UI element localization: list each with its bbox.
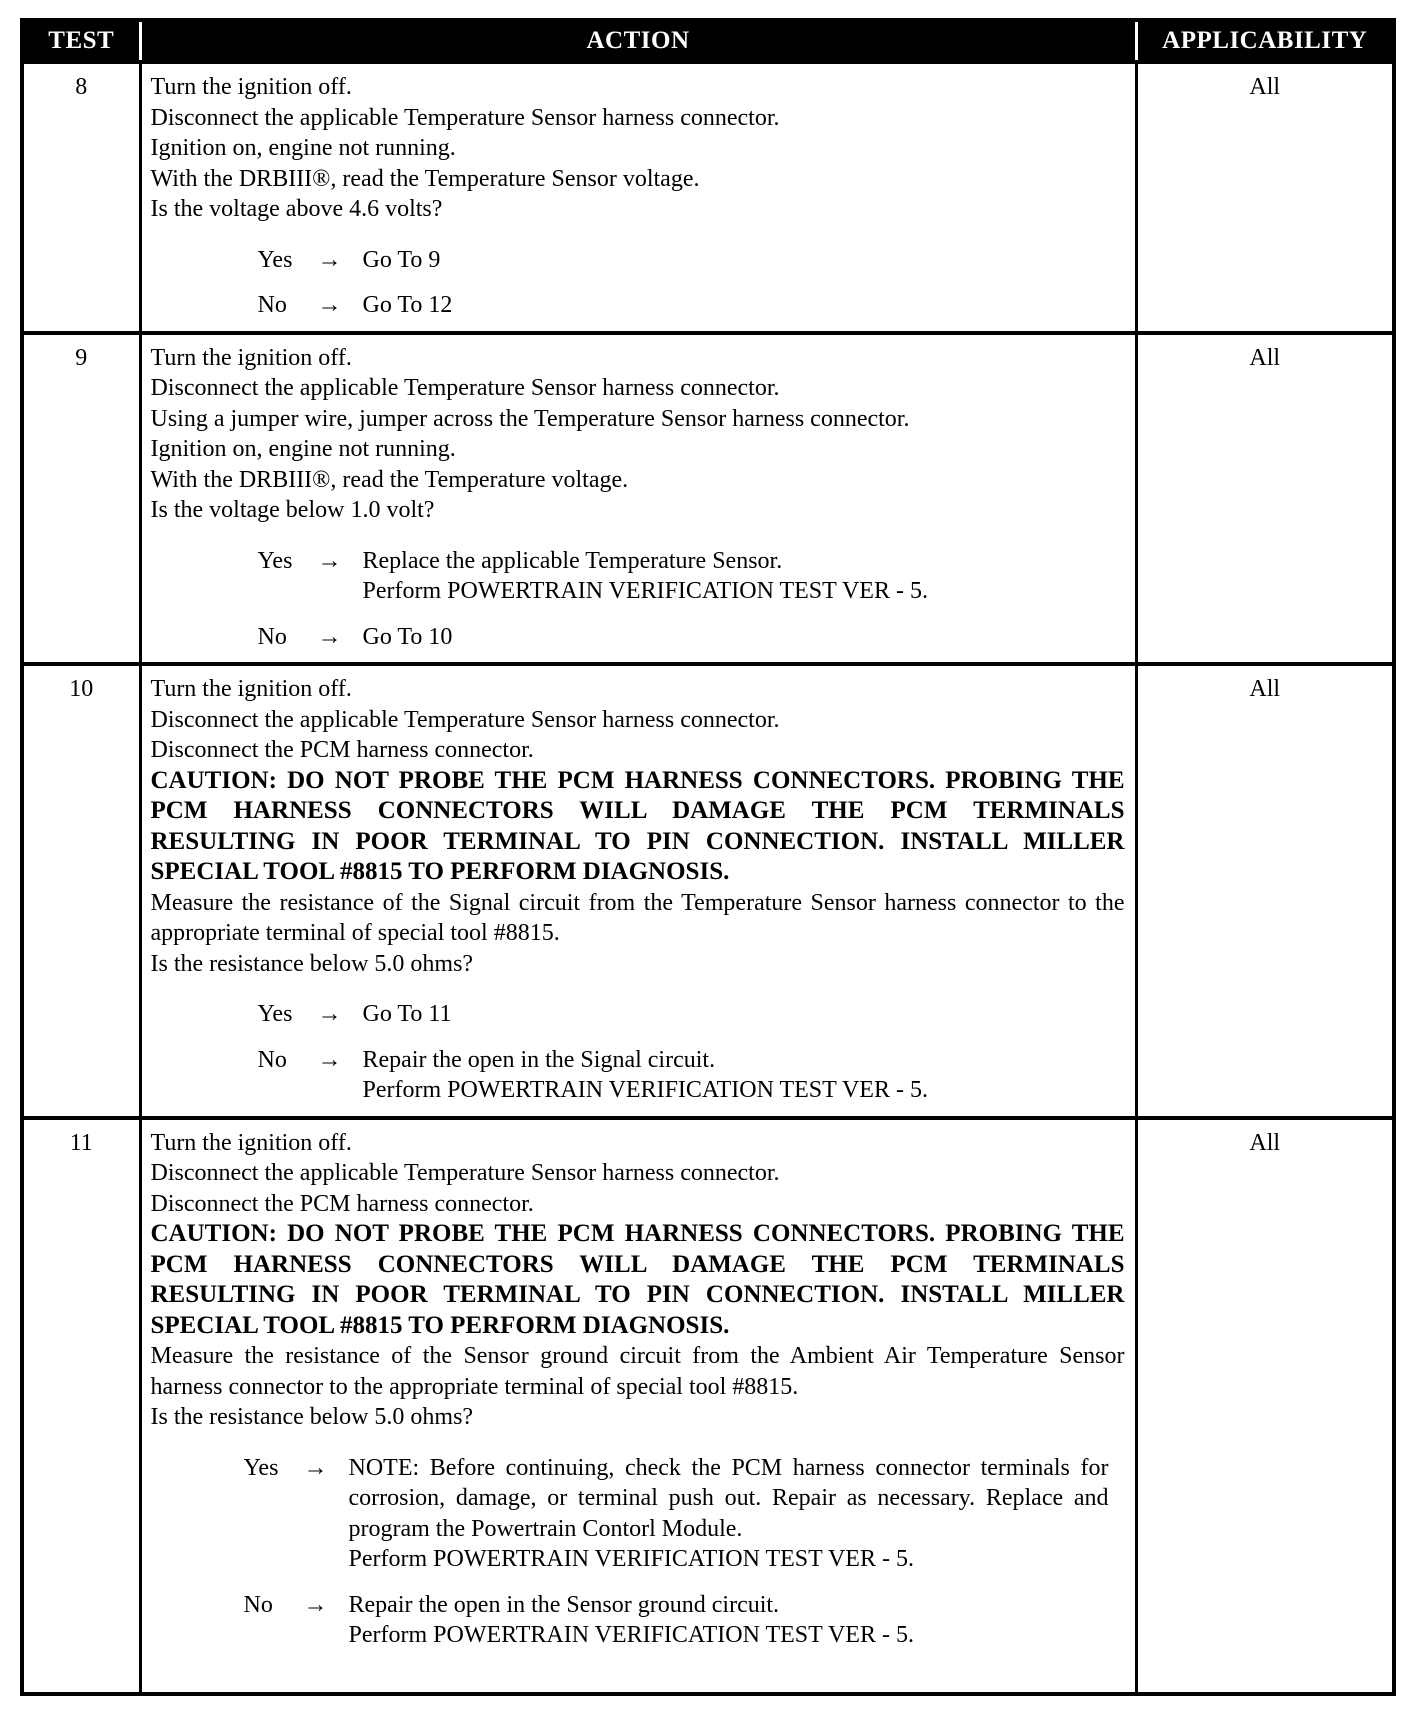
caution-text: CAUTION: DO NOT PROBE THE PCM HARNESS CONNECTORS. PROBING THE PCM HARNESS CONNECTORS WILL DAMAGE THE PCM TERMINALS RESULTING IN POOR TERMINAL TO PIN CONNECTION. INSTALL MILLER SPECIAL TOOL #8815 TO PERFORM DIAGNOSIS. (150, 766, 1125, 885)
yes-result: Replace the applicable Temperature Sensor. Perform POWERTRAIN VERIFICATION TEST VER - 5. (362, 547, 928, 604)
no-label: No (257, 292, 287, 318)
no-label: No (257, 1046, 287, 1073)
step-line: Turn the ignition off. (150, 344, 352, 371)
yes-outcome (258, 546, 1125, 607)
action-cell (140, 1118, 1136, 1694)
step-line: Turn the ignition off. (150, 1129, 352, 1156)
step-line: Disconnect the applicable Temperature Sensor harness connector. (150, 375, 780, 401)
no-result: Go To 12 (362, 292, 453, 318)
step-line: Disconnect the applicable Temperature Sensor harness connector. (150, 706, 780, 733)
table-row (22, 1118, 1394, 1694)
action-cell (140, 62, 1136, 333)
diagnostic-table (20, 18, 1396, 1696)
yes-outcome (258, 245, 1125, 276)
applicability-cell: All (1136, 333, 1394, 665)
step-line: With the DRBIII®, read the Temperature voltage. (150, 466, 629, 493)
header-test: TEST (22, 20, 140, 62)
step-line: Is the voltage above 4.6 volts? (150, 196, 443, 222)
no-outcome (258, 290, 1125, 321)
measure-text: Measure the resistance of the Sensor ground circuit from the Ambient Air Temperature Sensor harness connector to the appropriate terminal of special tool #8815. (150, 1343, 1125, 1400)
step-line: Disconnect the applicable Temperature Sensor harness connector. (150, 1160, 780, 1186)
step-line: Disconnect the applicable Temperature Sensor harness connector. (150, 104, 780, 131)
test-number: 8 (22, 62, 140, 333)
arrow-icon: → (317, 292, 342, 318)
arrow-icon: → (317, 246, 342, 273)
applicability-cell: All (1136, 62, 1394, 333)
header-applicability: APPLICABILITY (1136, 20, 1394, 62)
arrow-icon: → (317, 623, 342, 650)
yes-label: Yes (243, 1454, 279, 1481)
verification-text: Perform POWERTRAIN VERIFICATION TEST VER - 5. (348, 1546, 914, 1572)
diagnostic-page (20, 18, 1392, 1708)
no-outcome (244, 1590, 1125, 1651)
yes-outcome (244, 1453, 1125, 1575)
step-line: Using a jumper wire, jumper across the Temperature Sensor harness connector. (150, 405, 910, 432)
header-action: ACTION (140, 20, 1136, 62)
table-row (22, 664, 1394, 1118)
question-text: Is the resistance below 5.0 ohms? (150, 950, 474, 977)
yes-result: Go To 9 (362, 246, 441, 273)
test-number: 9 (22, 333, 140, 665)
table-header-row (22, 20, 1394, 62)
action-cell (140, 664, 1136, 1118)
table-row (22, 62, 1394, 333)
test-number: 10 (22, 664, 140, 1118)
yes-label: Yes (257, 246, 293, 273)
no-result: Go To 10 (362, 623, 453, 650)
arrow-icon: → (303, 1454, 328, 1481)
arrow-icon: → (317, 1001, 342, 1027)
no-label: No (257, 623, 287, 650)
question-text: Is the resistance below 5.0 ohms? (150, 1404, 474, 1430)
no-label: No (243, 1591, 273, 1618)
yes-label: Yes (257, 547, 293, 574)
no-result: Repair the open in the Signal circuit. Perform POWERTRAIN VERIFICATION TEST VER - 5. (362, 1046, 928, 1103)
yes-result (349, 1453, 1109, 1575)
step-line: Turn the ignition off. (150, 74, 352, 100)
arrow-icon: → (303, 1591, 328, 1618)
no-outcome (258, 622, 1125, 653)
step-line: Is the voltage below 1.0 volt? (150, 497, 435, 523)
applicability-cell: All (1136, 664, 1394, 1118)
arrow-icon: → (317, 547, 342, 574)
step-line: With the DRBIII®, read the Temperature Sensor voltage. (150, 165, 700, 192)
yes-label: Yes (257, 1001, 293, 1027)
step-line: Turn the ignition off. (150, 676, 352, 702)
yes-result: Go To 11 (362, 1001, 452, 1027)
step-line: Ignition on, engine not running. (150, 135, 456, 161)
step-line: Disconnect the PCM harness connector. (150, 737, 534, 763)
note-text: NOTE: Before continuing, check the PCM harness connector terminals for corrosion, damage, or terminal push out. Repair as necessary. Replace and program the Powertrain Contorl Module. (348, 1454, 1109, 1542)
caution-text: CAUTION: DO NOT PROBE THE PCM HARNESS CONNECTORS. PROBING THE PCM HARNESS CONNECTORS WILL DAMAGE THE PCM TERMINALS RESULTING IN POOR TERMINAL TO PIN CONNECTION. INSTALL MILLER SPECIAL TOOL #8815 TO PERFORM DIAGNOSIS. (150, 1220, 1125, 1339)
no-outcome (258, 1045, 1125, 1106)
no-result: Repair the open in the Sensor ground circuit. Perform POWERTRAIN VERIFICATION TEST VER - 5. (348, 1591, 914, 1648)
measure-text: Measure the resistance of the Signal circuit from the Temperature Sensor harness connector to the appropriate terminal of special tool #8815. (150, 889, 1125, 946)
arrow-icon: → (317, 1046, 342, 1073)
yes-outcome (258, 999, 1125, 1030)
step-line: Disconnect the PCM harness connector. (150, 1190, 534, 1217)
step-line: Ignition on, engine not running. (150, 436, 456, 462)
table-row (22, 333, 1394, 665)
action-cell (140, 333, 1136, 665)
test-number: 11 (22, 1118, 140, 1694)
applicability-cell: All (1136, 1118, 1394, 1694)
